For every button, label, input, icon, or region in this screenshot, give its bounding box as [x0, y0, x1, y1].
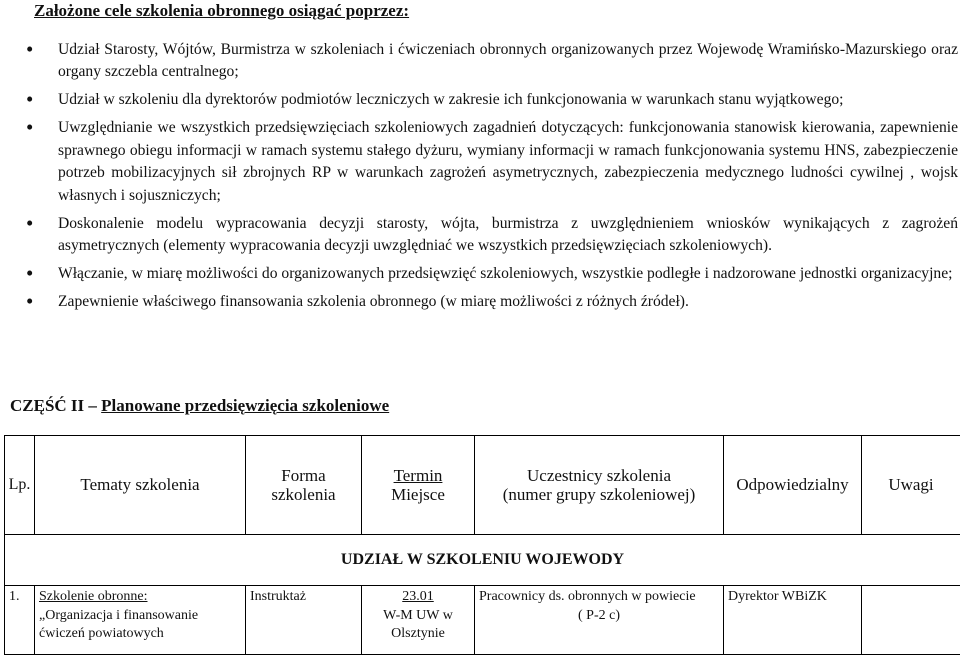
header-termin-line: Termin [362, 466, 474, 486]
header-forma-line1: Forma [246, 466, 361, 486]
training-plan-table [4, 435, 960, 655]
header-odpowiedzialny: Odpowiedzialny [724, 436, 862, 535]
cell-lp: 1. [5, 586, 35, 655]
table-span-row [5, 535, 960, 586]
header-forma [246, 436, 362, 535]
list-item: • Zapewnienie właściwego finansowania szkolenia obronnego (w miarę możliwości z różnych źródeł). [10, 291, 958, 313]
header-uczestnicy [475, 436, 724, 535]
list-item: • Doskonalenie modelu wypracowania decyzji starosty, wójta, burmistrza z uwzględnieniem wniosków wynikających z zagrożeń asymetrycznych (elementy wypracowania decyzji uwzględniać we wszystkich przedsięwzięciach szkoleniowych). [10, 213, 958, 258]
section-heading: Założone cele szkolenia obronnego osiągać poprzez: [34, 1, 409, 21]
part-dash: – [84, 396, 101, 415]
cell-forma: Instruktaż [246, 586, 362, 655]
list-item: • Włączanie, w miarę możliwości do organizowanych przedsięwzięć szkoleniowych, wszystkie podległe i nadzorowane jednostki organizacyjne; [10, 263, 958, 285]
header-uczestnicy-line1: Uczestnicy szkolenia [475, 466, 723, 486]
header-tematy: Tematy szkolenia [35, 436, 246, 535]
cell-temat-line2: „Organizacja i finansowanie [39, 607, 241, 626]
part-title: Planowane przedsięwzięcia szkoleniowe [101, 396, 389, 415]
cell-temat [35, 586, 246, 655]
cell-termin [362, 586, 475, 655]
part-number: CZĘŚĆ II [10, 396, 84, 415]
part-heading [10, 396, 389, 416]
cell-miejsce-line2: Olsztynie [366, 625, 470, 644]
header-uczestnicy-line2: (numer grupy szkoleniowej) [475, 485, 723, 505]
span-row-label: UDZIAŁ W SZKOLENIU WOJEWODY [5, 535, 960, 586]
cell-uczestnicy-line2: ( P-2 c) [479, 607, 719, 626]
cell-uwagi [862, 586, 960, 655]
table-header-row [5, 436, 960, 535]
list-item: • Uwzględnianie we wszystkich przedsięwzięciach szkoleniowych zagadnień dotyczących: funkcjonowania stanowisk kierowania, zapewnienie sprawnego obiegu informacji w ramach systemu stałego dyżuru, wymiany informacji w ramach funkcjonowania systemu HNS, zabezpieczenie potrzeb mobilizacyjnych sił zbrojnych RP w warunkach zagrożeń asymetrycznych, zabezpieczenia medycznego ludności cywilnej , wojsk własnych i sojuszniczych; [10, 117, 958, 207]
cell-miejsce-line1: W-M UW w [366, 607, 470, 626]
cell-termin-date: 23.01 [366, 588, 470, 607]
header-uwagi: Uwagi [862, 436, 960, 535]
cell-temat-title: Szkolenie obronne: [39, 588, 241, 607]
cell-temat-line3: ćwiczeń powiatowych [39, 625, 241, 644]
goals-list [10, 39, 958, 319]
list-item: • Udział w szkoleniu dla dyrektorów podmiotów leczniczych w zakresie ich funkcjonowania w warunkach stanu wyjątkowego; [10, 89, 958, 111]
cell-uczestnicy [475, 586, 724, 655]
header-termin [362, 436, 475, 535]
header-lp: Lp. [5, 436, 35, 535]
list-item: • Udział Starosty, Wójtów, Burmistrza w szkoleniach i ćwiczeniach obronnych organizowanych przez Wojewodę Wramińsko-Mazurskiego oraz organy szczebla centralnego; [10, 39, 958, 84]
cell-odpowiedzialny: Dyrektor WBiZK [724, 586, 862, 655]
header-miejsce-line: Miejsce [362, 485, 474, 505]
header-forma-line2: szkolenia [246, 485, 361, 505]
cell-uczestnicy-line1: Pracownicy ds. obronnych w powiecie [479, 588, 719, 607]
table-row [5, 586, 960, 655]
